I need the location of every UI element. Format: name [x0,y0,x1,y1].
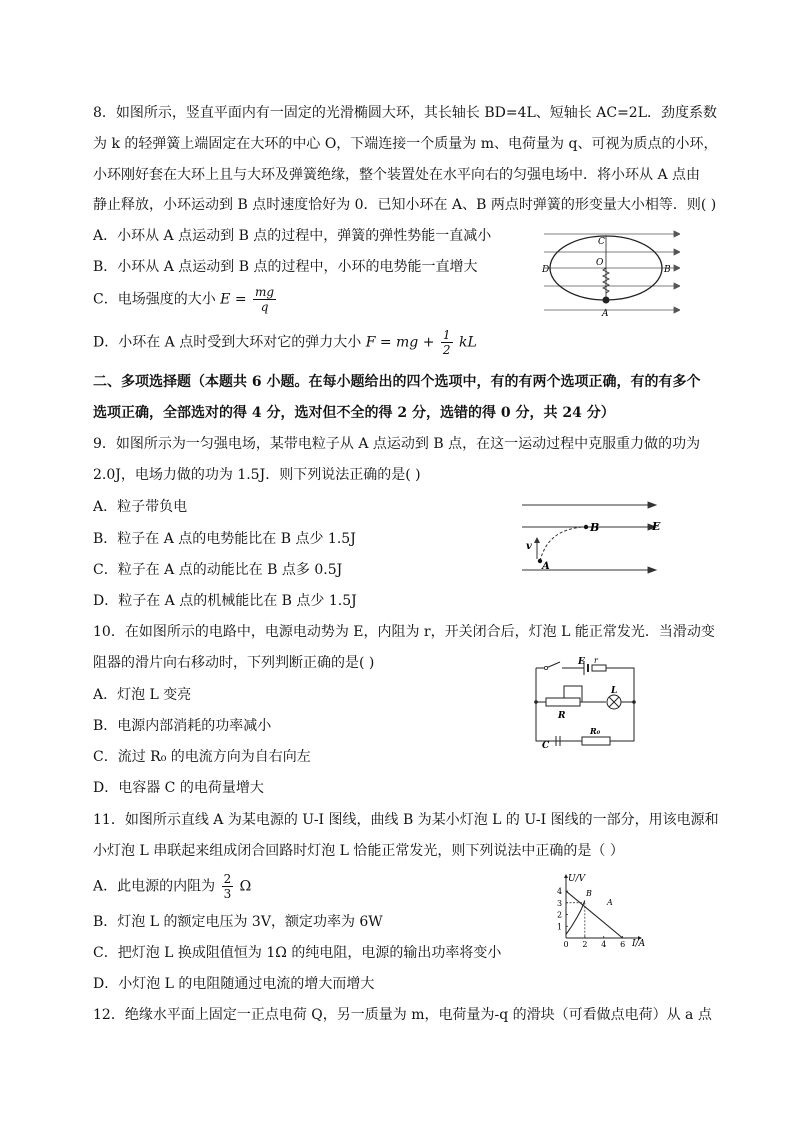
q9-stem-line-2: 2.0J，电场力做的功为 1.5J．则下列说法正确的是( ) [93,467,421,483]
label-c: C [598,237,605,247]
q8-option-d-numerator: 1 [442,328,451,342]
q10-option-a: A．灯泡 L 变亮 [93,687,192,703]
label-b: B [664,265,671,275]
q8-ellipse-figure [540,224,680,318]
series-a-line [566,891,623,938]
label-r: r [594,656,598,665]
field-arrowhead [674,249,680,255]
q9-option-c: C．粒子在 A 点的动能比在 B 点多 0.5J [93,562,343,578]
switch [546,662,560,668]
wire-left [536,668,582,741]
q9-option-a: A．粒子带负电 [93,499,188,515]
q8-stem-line-1: 8．如图所示，竖直平面内有一固定的光滑椭圆大环，其长轴长 BD=4L、短轴长 AC=2L．劲度系数 [93,105,718,121]
label-r0: R₀ [590,726,601,736]
x-axis-label: I/A [632,939,646,949]
small-ring [603,297,610,304]
label-e: E [578,657,585,667]
switch-pivot [544,666,547,669]
series-b-line [566,900,585,934]
q11-stem-line-1: 11．如图所示直线 A 为某电源的 U-I 图线，曲线 B 为某小灯泡 L 的 U-I 图线的一部分，用该电源和 [93,812,719,828]
q8-stem-line-4: 静止释放，小环运动到 B 点时速度恰好为 0．已知小环在 A、B 两点时弹簧的形变量大小相等．则( ) [93,197,717,213]
field-arrowhead [674,283,680,289]
field-arrowhead [648,567,656,573]
trajectory [540,527,584,561]
section2-heading-line-2: 选项正确，全部选对的得 4 分，选对但不全的得 2 分，选错的得 0 分，共 24 分） [93,405,615,421]
junction [632,700,636,704]
y-tick-label: 4 [557,887,563,897]
q8-stem-line-2: 为 k 的轻弹簧上端固定在大环的中心 O，下端连接一个质量为 m、电荷量为 q、可视为质点的小环， [93,136,718,152]
q10-option-b: B．电源内部消耗的功率减小 [93,718,272,734]
label-e: E [652,520,661,533]
q11-option-a-fraction [222,872,234,901]
q11-option-c: C．把灯泡 L 换成阻值恒为 1Ω 的纯电阻，电源的输出功率将变小 [93,945,502,961]
x-tick-label: 6 [620,940,626,949]
q8-option-c-fraction [253,285,276,314]
q9-field-figure [520,497,670,577]
q11-option-a-prefix: A．此电源的内阻为 [93,878,216,895]
y-tick-label: 1 [557,922,563,932]
label-d: D [542,265,550,275]
q11-option-a [93,872,251,901]
q8-option-b: B．小环从 A 点运动到 B 点的过程中，小环的电势能一直增大 [93,259,478,275]
resistor-r0 [582,737,610,745]
q8-option-d [93,328,477,357]
y-axis-label: U/V [568,874,586,884]
q11-option-b: B．灯泡 L 的额定电压为 3V，额定功率为 6W [93,914,383,930]
label-l: L [611,686,618,696]
field-arrowhead [674,231,680,237]
q8-option-d-fraction [441,328,453,357]
y-tick-label: 2 [557,910,563,920]
label-a: A [542,561,550,572]
q10-stem-line-2: 阻器的滑片向右移动时，下列判断正确的是( ) [93,655,375,671]
chart-series [566,891,623,938]
q8-option-c-numerator: mg [255,285,275,299]
q8-option-d-lhs: F = mg + [365,334,435,351]
velocity-arrowhead [534,537,540,543]
label-o: O [596,258,604,268]
curve-b-label: B [586,889,592,898]
internal-resistance [592,665,606,671]
q8-option-a: A．小环从 A 点运动到 B 点的过程中，弹簧的弹性势能一直减小 [93,228,492,244]
q9-stem-line-1: 9．如图所示为一匀强电场，某带电粒子从 A 点运动到 B 点，在这一运动过程中克服重力做的功为 [93,436,701,452]
field-arrowhead [648,502,656,508]
spring [603,268,609,293]
x-tick-label: 2 [582,940,588,949]
label-a: A [602,309,609,318]
q11-option-a-denominator: 3 [223,887,232,901]
q8-option-c-lhs: E = [220,291,247,308]
q8-option-d-denominator: 2 [442,343,451,357]
q10-stem-line-1: 10．在如图所示的电路中，电源电动势为 E，内阻为 r，开关闭合后，灯泡 L 能正常发光．当滑动变 [93,624,715,640]
field-arrowhead [674,265,680,271]
field-arrowhead [674,307,680,313]
q8-option-d-prefix: D．小环在 A 点时受到大环对它的弹力大小 [93,334,362,351]
label-v: v [526,541,532,552]
label-c: C [542,741,550,750]
q8-stem-line-3: 小环刚好套在大环上且与大环及弹簧绝缘，整个装置处在水平向右的匀强电场中．将小环从 A 点由 [93,167,701,183]
q8-option-c [93,285,278,314]
label-rheostat: R [558,711,566,721]
q11-option-a-numerator: 2 [223,872,232,886]
q12-stem-line-1: 12．绝缘水平面上固定一正点电荷 Q，另一质量为 m，电荷量为-q 的滑块（可看做点电荷）从 a 点 [93,1007,712,1023]
q10-option-c: C．流过 R₀ 的电流方向为自右向左 [93,749,311,765]
q11-option-d: D．小灯泡 L 的电阻随通过电流的增大而增大 [93,976,375,992]
q10-option-d: D．电容器 C 的电荷量增大 [93,780,264,796]
slider-wire [564,686,582,702]
q8-option-c-denominator: q [260,300,269,314]
q8-option-c-prefix: C．电场强度的大小 [93,291,216,308]
label-b: B [590,521,600,534]
junction [534,700,538,704]
q11-stem-line-2: 小灯泡 L 串联起来组成闭合回路时灯泡 L 恰能正常发光，则下列说法中正确的是（ ） [93,843,624,859]
x-tick-label: 4 [601,940,607,949]
q9-option-d: D．粒子在 A 点的机械能比在 B 点少 1.5J [93,593,357,609]
y-tick-label: 3 [557,898,563,908]
point-b [584,525,588,529]
q11-ui-chart [546,872,654,952]
q11-option-a-unit: Ω [239,878,252,895]
field-lines [544,231,680,313]
q8-option-d-tail: kL [459,334,477,351]
q9-option-b: B．粒子在 A 点的电势能比在 B 点少 1.5J [93,531,356,547]
x-tick-label: 0 [563,940,569,949]
section2-heading-line-1: 二、多项选择题（本题共 6 小题。在每小题给出的四个选项中，有的有两个选项正确，有的有多个 [93,374,701,390]
q10-circuit-figure [526,656,648,750]
line-a-label: A [607,898,613,907]
rheostat-r [546,698,580,706]
